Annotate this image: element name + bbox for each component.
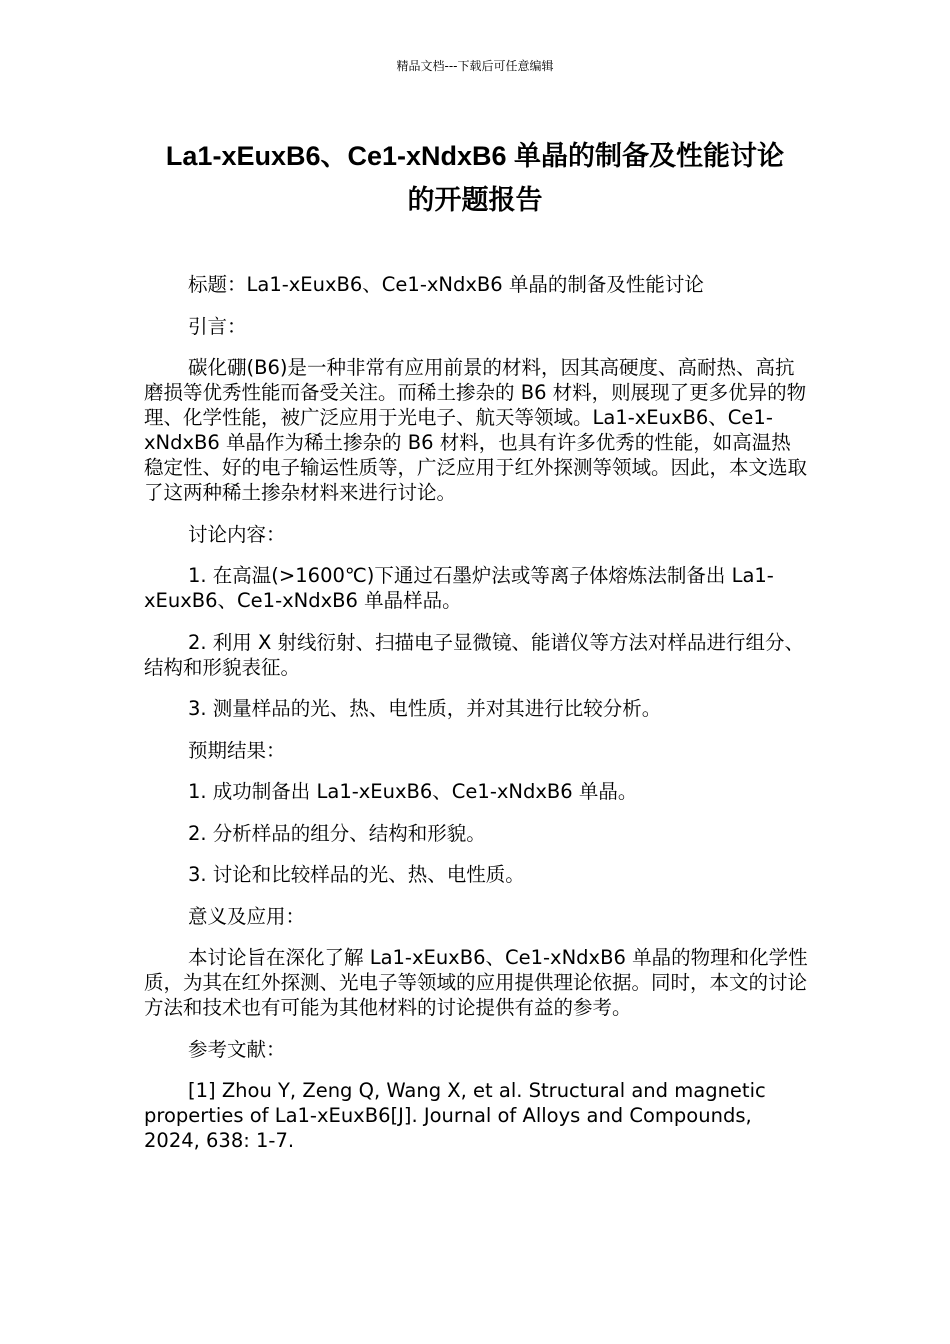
significance-paragraph: 本讨论旨在深化了解 La1-xEuxB6、Ce1-xNdxB6 单晶的物理和化学性质，为其在红外探测、光电子等领域的应用提供理论依据。同时，本文的讨论方法和技术也有可能为其他材料的讨论提供有益的参考。 [144,946,808,1019]
section-heading-discussion: 讨论内容： [188,522,286,546]
section-heading-expected-results: 预期结果： [188,738,286,762]
title-line-1: La1-xEuxB6、Ce1-xNdxB6 单晶的制备及性能讨论 [165,141,785,171]
section-heading-references: 参考文献： [188,1037,286,1061]
document-title [100,134,850,222]
page-header: 精品文档---下载后可任意编辑 [396,59,554,73]
result-item-2: 2. 分析样品的组分、结构和形貌。 [188,821,486,845]
reference-item-1: [1] Zhou Y, Zeng Q, Wang X, et al. Structural and magnetic properties of La1-xEuxB6[J]. Journal of Alloys and Compounds, 2024, 638: 1-7. [144,1079,766,1152]
title-line-2: 的开题报告 [407,185,543,215]
discussion-item-1: 1. 在高温(>1600℃)下通过石墨炉法或等离子体熔炼法制备出 La1-xEuxB6、Ce1-xNdxB6 单晶样品。 [144,564,774,612]
discussion-item-3: 3. 测量样品的光、热、电性质，并对其进行比较分析。 [188,697,662,720]
introduction-paragraph: 碳化硼(B6)是一种非常有应用前景的材料，因其高硬度、高耐热、高抗磨损等优秀性能而备受关注。而稀土掺杂的 B6 材料，则展现了更多优异的物理、化学性能，被广泛应用于光电子、航天等领域。La1-xEuxB6、Ce1-xNdxB6 单晶作为稀土掺杂的 B6 材料，也具有许多优秀的性能，如高温热稳定性、好的电子输运性质等，广泛应用于红外探测等领域。因此，本文选取了这两种稀土掺杂材料来进行讨论。 [144,356,808,504]
result-item-3: 3. 讨论和比较样品的光、热、电性质。 [188,863,525,886]
discussion-item-2: 2. 利用 X 射线衍射、扫描电子显微镜、能谱仪等方法对样品进行组分、结构和形貌表征。 [144,630,805,679]
section-heading-introduction: 引言： [188,314,247,338]
document-body [144,272,808,1170]
result-item-1: 1. 成功制备出 La1-xEuxB6、Ce1-xNdxB6 单晶。 [188,780,638,803]
subject-line: 标题：La1-xEuxB6、Ce1-xNdxB6 单晶的制备及性能讨论 [188,273,704,296]
section-heading-significance: 意义及应用： [188,904,306,928]
